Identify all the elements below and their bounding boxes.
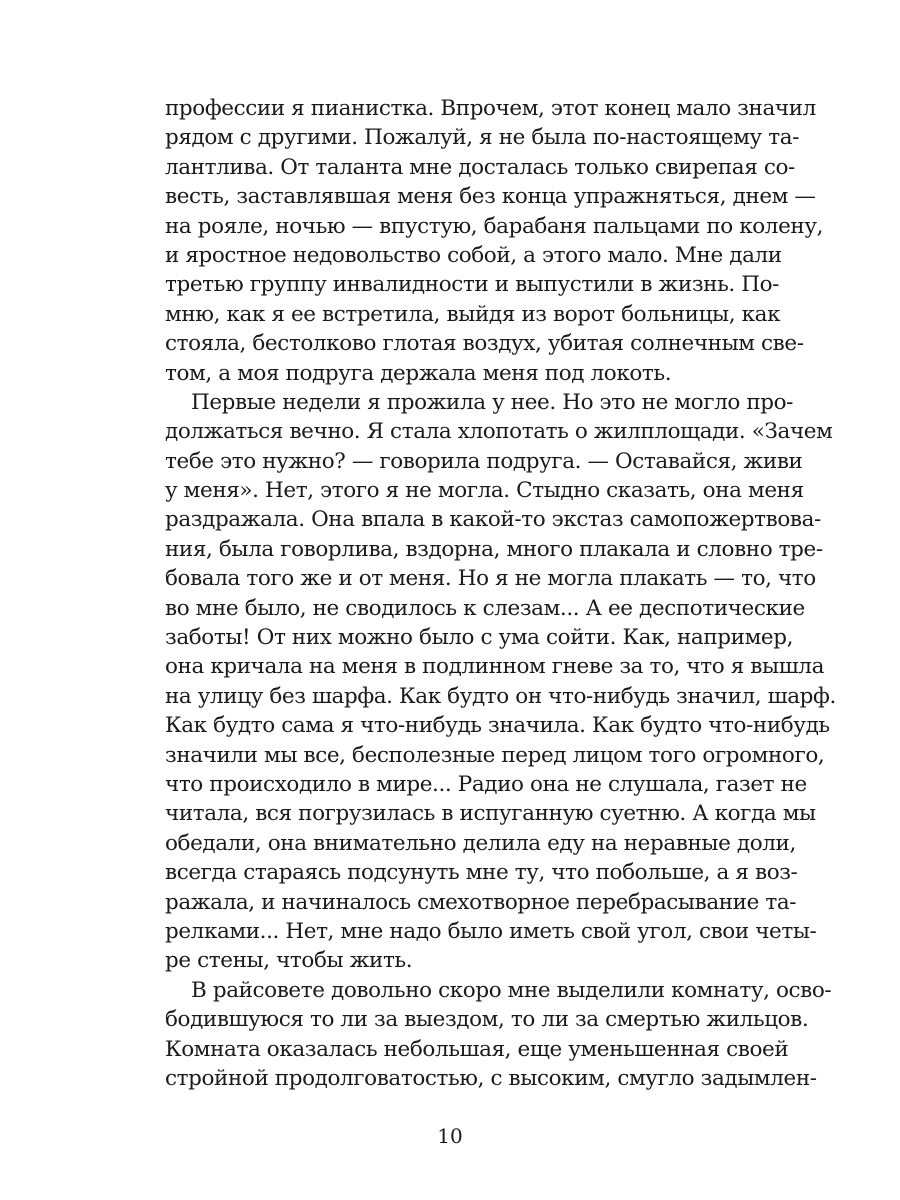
text-line: должаться вечно. Я стала хлопотать о жилплощади. «Зачем — [165, 419, 833, 445]
text-line: бовала того же и от меня. Но я не могла плакать — то, что — [165, 566, 816, 592]
text-line: заботы! От них можно было с ума сойти. Как, например, — [165, 625, 794, 651]
text-line: у меня». Нет, этого я не могла. Стыдно сказать, она меня — [165, 478, 804, 504]
text-line: ния, была говорлива, вздорна, много плакала и словно тре- — [165, 536, 823, 562]
text-line: и яростное недовольство собой, а этого мало. Мне дали — [165, 242, 782, 268]
text-line: она кричала на меня в подлинном гневе за то, что я вышла — [165, 654, 824, 680]
text-line: Первые недели я прожила у нее. Но это не могло про- — [191, 389, 794, 415]
text-line: на улицу без шарфа. Как будто он что-нибудь значил, шарф. — [165, 683, 836, 709]
text-line: стояла, бестолково глотая воздух, убитая солнечным све- — [165, 331, 804, 357]
text-line: ре стены, чтобы жить. — [165, 948, 413, 974]
body-text — [165, 94, 836, 1093]
text-line: на рояле, ночью — впустую, барабаня пальцами по колену, — [165, 213, 824, 239]
page-number: 10 — [437, 1124, 463, 1148]
text-line: Комната оказалась небольшая, еще уменьшенная своей — [165, 1036, 789, 1062]
text-line: во мне было, не сводилось к слезам... А ее деспотические — [165, 595, 805, 621]
text-line: всегда стараясь подсунуть мне ту, что побольше, а я воз- — [165, 860, 798, 886]
text-line: лантлива. От таланта мне досталась только свирепая со- — [165, 154, 795, 180]
text-line: релками... Нет, мне надо было иметь свой угол, свои четы- — [165, 918, 817, 944]
text-line: обедали, она внимательно делила еду на неравные доли, — [165, 830, 796, 856]
text-line: том, а моя подруга держала меня под локоть. — [165, 360, 672, 386]
text-line: профессии я пианистка. Впрочем, этот конец мало значил — [165, 96, 816, 121]
text-line: тебе это нужно? — говорила подруга. — Оставайся, живи — [165, 448, 803, 474]
text-line: ражала, и начиналось смехотворное перебрасывание та- — [165, 889, 797, 915]
text-line: рядом с другими. Пожалуй, я не была по-настоящему та- — [165, 125, 799, 151]
text-line: стройной продолговатостью, с высоким, смугло задымлен- — [165, 1065, 817, 1091]
text-line: В райсовете довольно скоро мне выделили комнату, осво- — [191, 977, 832, 1003]
text-line: весть, заставлявшая меня без конца упражняться, днем — — [165, 184, 816, 210]
text-line: бодившуюся то ли за выездом, то ли за смертью жильцов. — [165, 1007, 809, 1033]
text-line: читала, вся погрузилась в испуганную суетню. А когда мы — [165, 801, 816, 827]
text-line: третью группу инвалидности и выпустили в жизнь. По- — [165, 272, 780, 298]
text-line: Как будто сама я что-нибудь значила. Как будто что-нибудь — [165, 713, 830, 739]
text-line: раздражала. Она впала в какой-то экстаз самопожертвова- — [165, 507, 821, 533]
text-line: значили мы все, бесполезные перед лицом того огромного, — [165, 742, 825, 768]
text-line: что происходило в мире... Радио она не слушала, газет не — [165, 771, 807, 797]
text-line: мню, как я ее встретила, выйдя из ворот больницы, как — [165, 301, 781, 327]
